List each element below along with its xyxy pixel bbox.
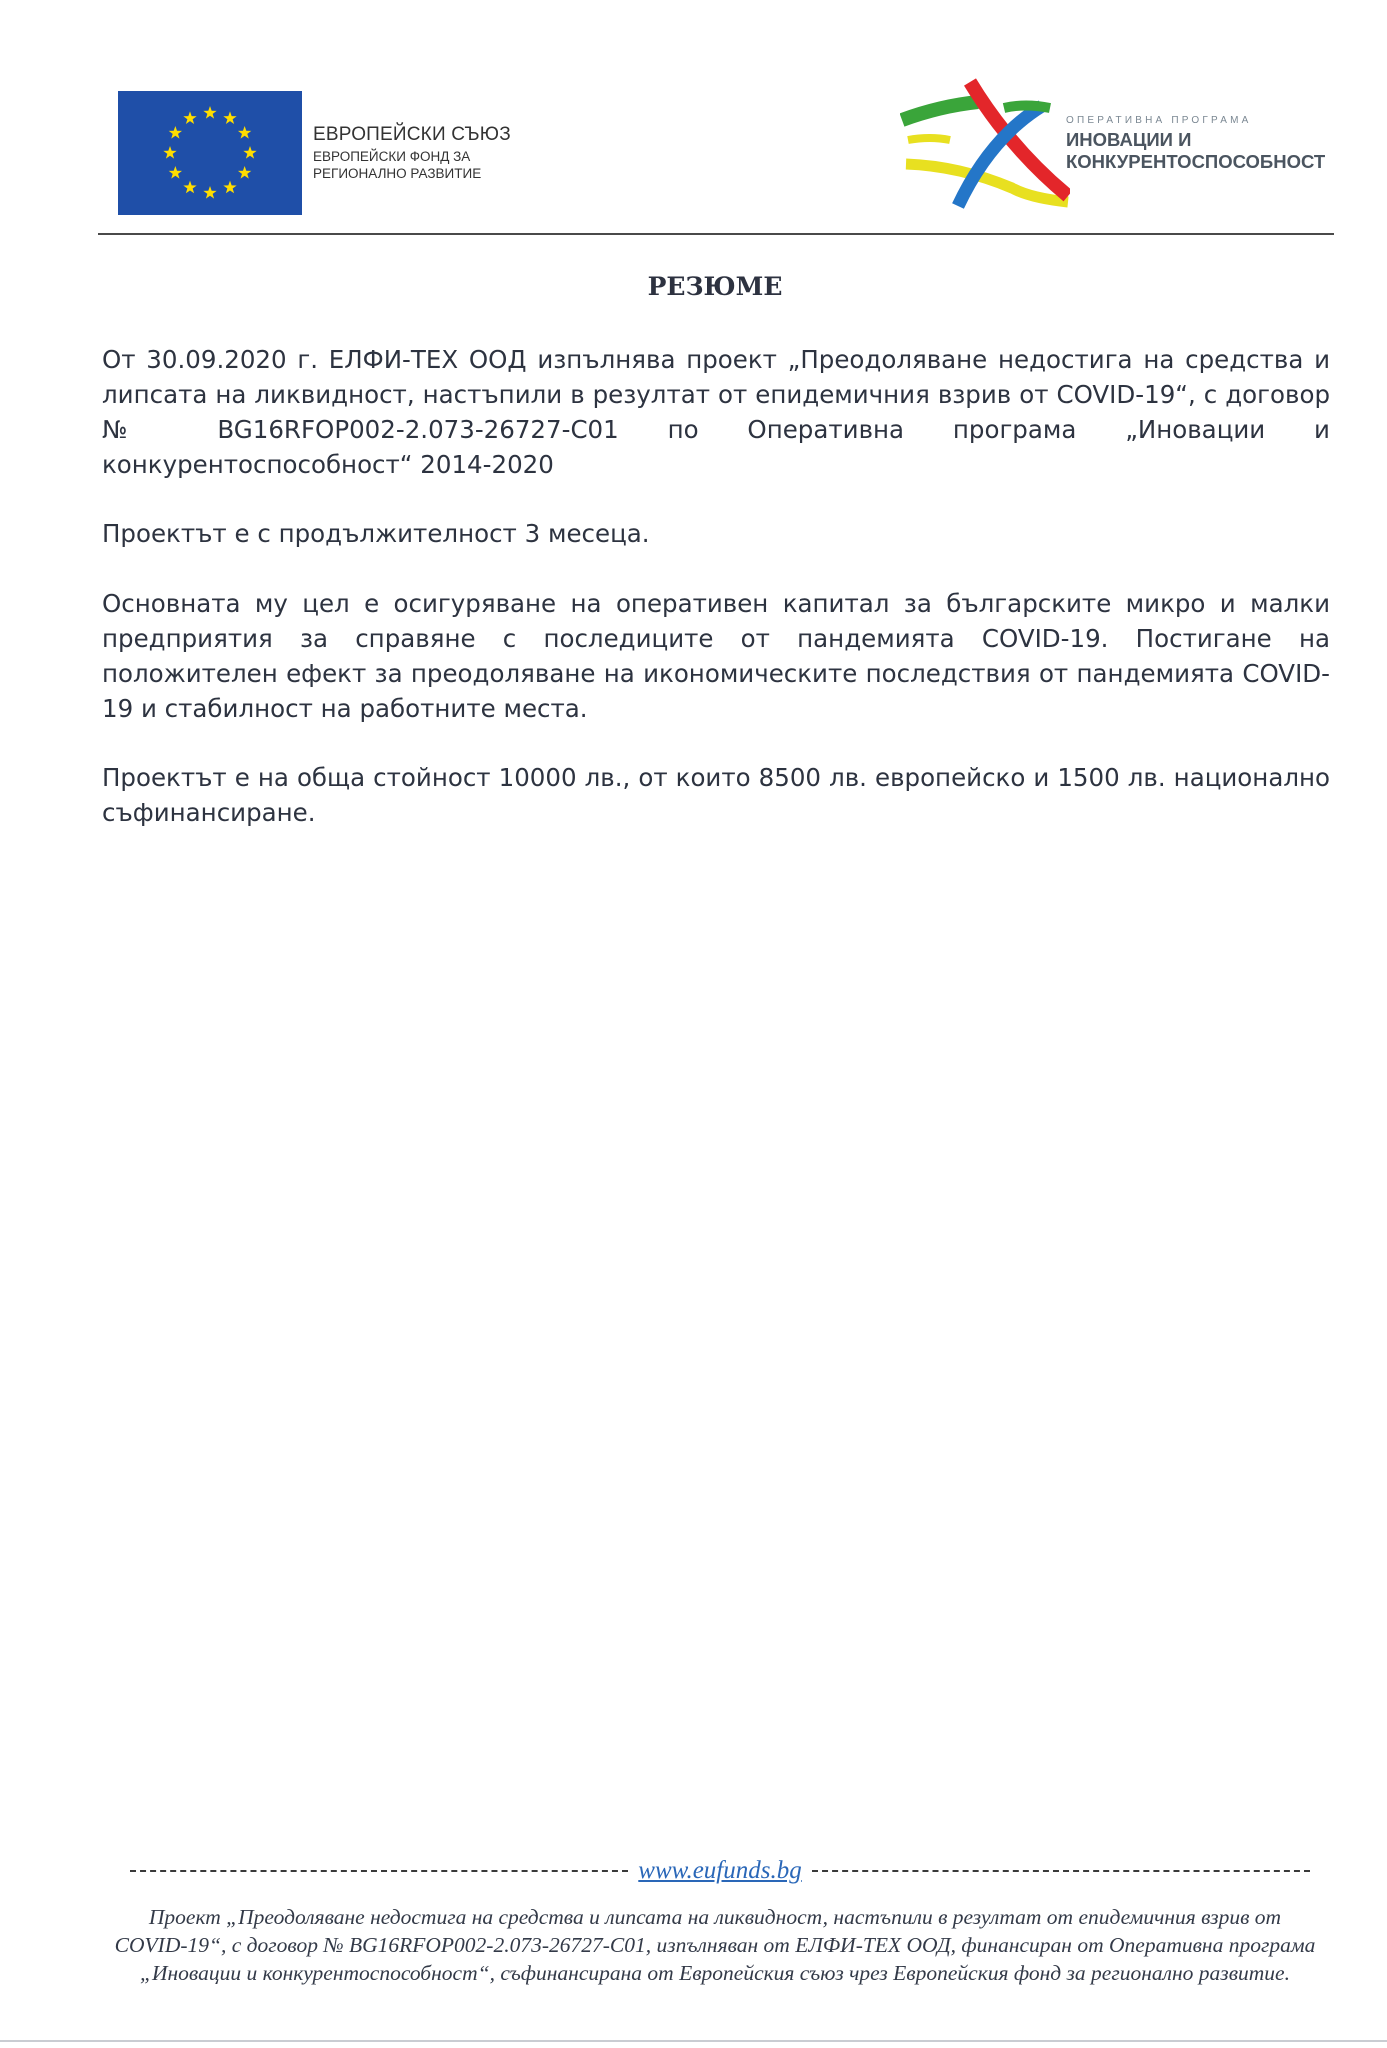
- paragraph-funding: Проектът е на обща стойност 10000 лв., от които 8500 лв. европейско и 1500 лв. национално съфинансиране.: [102, 763, 1330, 827]
- paragraph-duration: Проектът е с продължителност 3 месеца.: [102, 519, 650, 548]
- operational-program-logo-icon: [900, 78, 1070, 213]
- program-name-line1: ИНОВАЦИИ И: [1066, 129, 1192, 150]
- program-label: ОПЕРАТИВНА ПРОГРАМА: [1066, 115, 1252, 126]
- operational-program-text: [1066, 115, 1325, 173]
- eu-flag-icon: [118, 91, 302, 215]
- page-bottom-edge: [0, 2040, 1387, 2042]
- program-name-line2: КОНКУРЕНТОСПОСОБНОСТ: [1066, 151, 1326, 172]
- paragraph-objective: Основната му цел е осигуряване на оперативен капитал за българските микро и малки предприятия за справяне с последиците от пандемията COVID-19. Постигане на положителен ефект за преодоляване на икономическите последствия от пандемията COVID-19 и стабилност на работните места.: [102, 589, 1330, 723]
- footer-disclaimer: Проект „Преодоляване недостига на средства и липсата на ликвидност, настъпили в резултат от епидемичния взрив от COVID-19“, с договор № BG16RFOP002-2.073-26727-C01, изпълняван от ЕЛФИ-ТЕХ ООД, финансиран от Оперативна програма „Иновации и конкурентоспособност“, съфинансирана от Европейския съюз чрез Европейския фонд за регионално развитие.: [114, 1905, 1316, 1985]
- document-title: РЕЗЮМЕ: [647, 272, 783, 301]
- footer-dash-left: [130, 1870, 628, 1872]
- footer-dash-right: [812, 1870, 1310, 1872]
- eu-logo-line3: РЕГИОНАЛНО РАЗВИТИЕ: [313, 166, 482, 181]
- header-divider: [98, 233, 1334, 235]
- eu-logo-line2: ЕВРОПЕЙСКИ ФОНД ЗА: [313, 149, 471, 164]
- eufunds-link[interactable]: www.eufunds.bg: [638, 1857, 802, 1884]
- footer-link-row: [130, 1856, 1310, 1886]
- eu-logo-text: [313, 125, 511, 182]
- paragraph-project-intro: От 30.09.2020 г. ЕЛФИ-ТЕХ ООД изпълнява проект „Преодоляване недостига на средства и липсата на ликвидност, настъпили в резултат от епидемичния взрив от COVID-19“, с договор № BG16RFOP002-2.073-26727-C01 по Оперативна програма „Иновации и конкурентоспособност“ 2014-2020: [102, 345, 1330, 479]
- eu-logo-line1: ЕВРОПЕЙСКИ СЪЮЗ: [313, 124, 511, 145]
